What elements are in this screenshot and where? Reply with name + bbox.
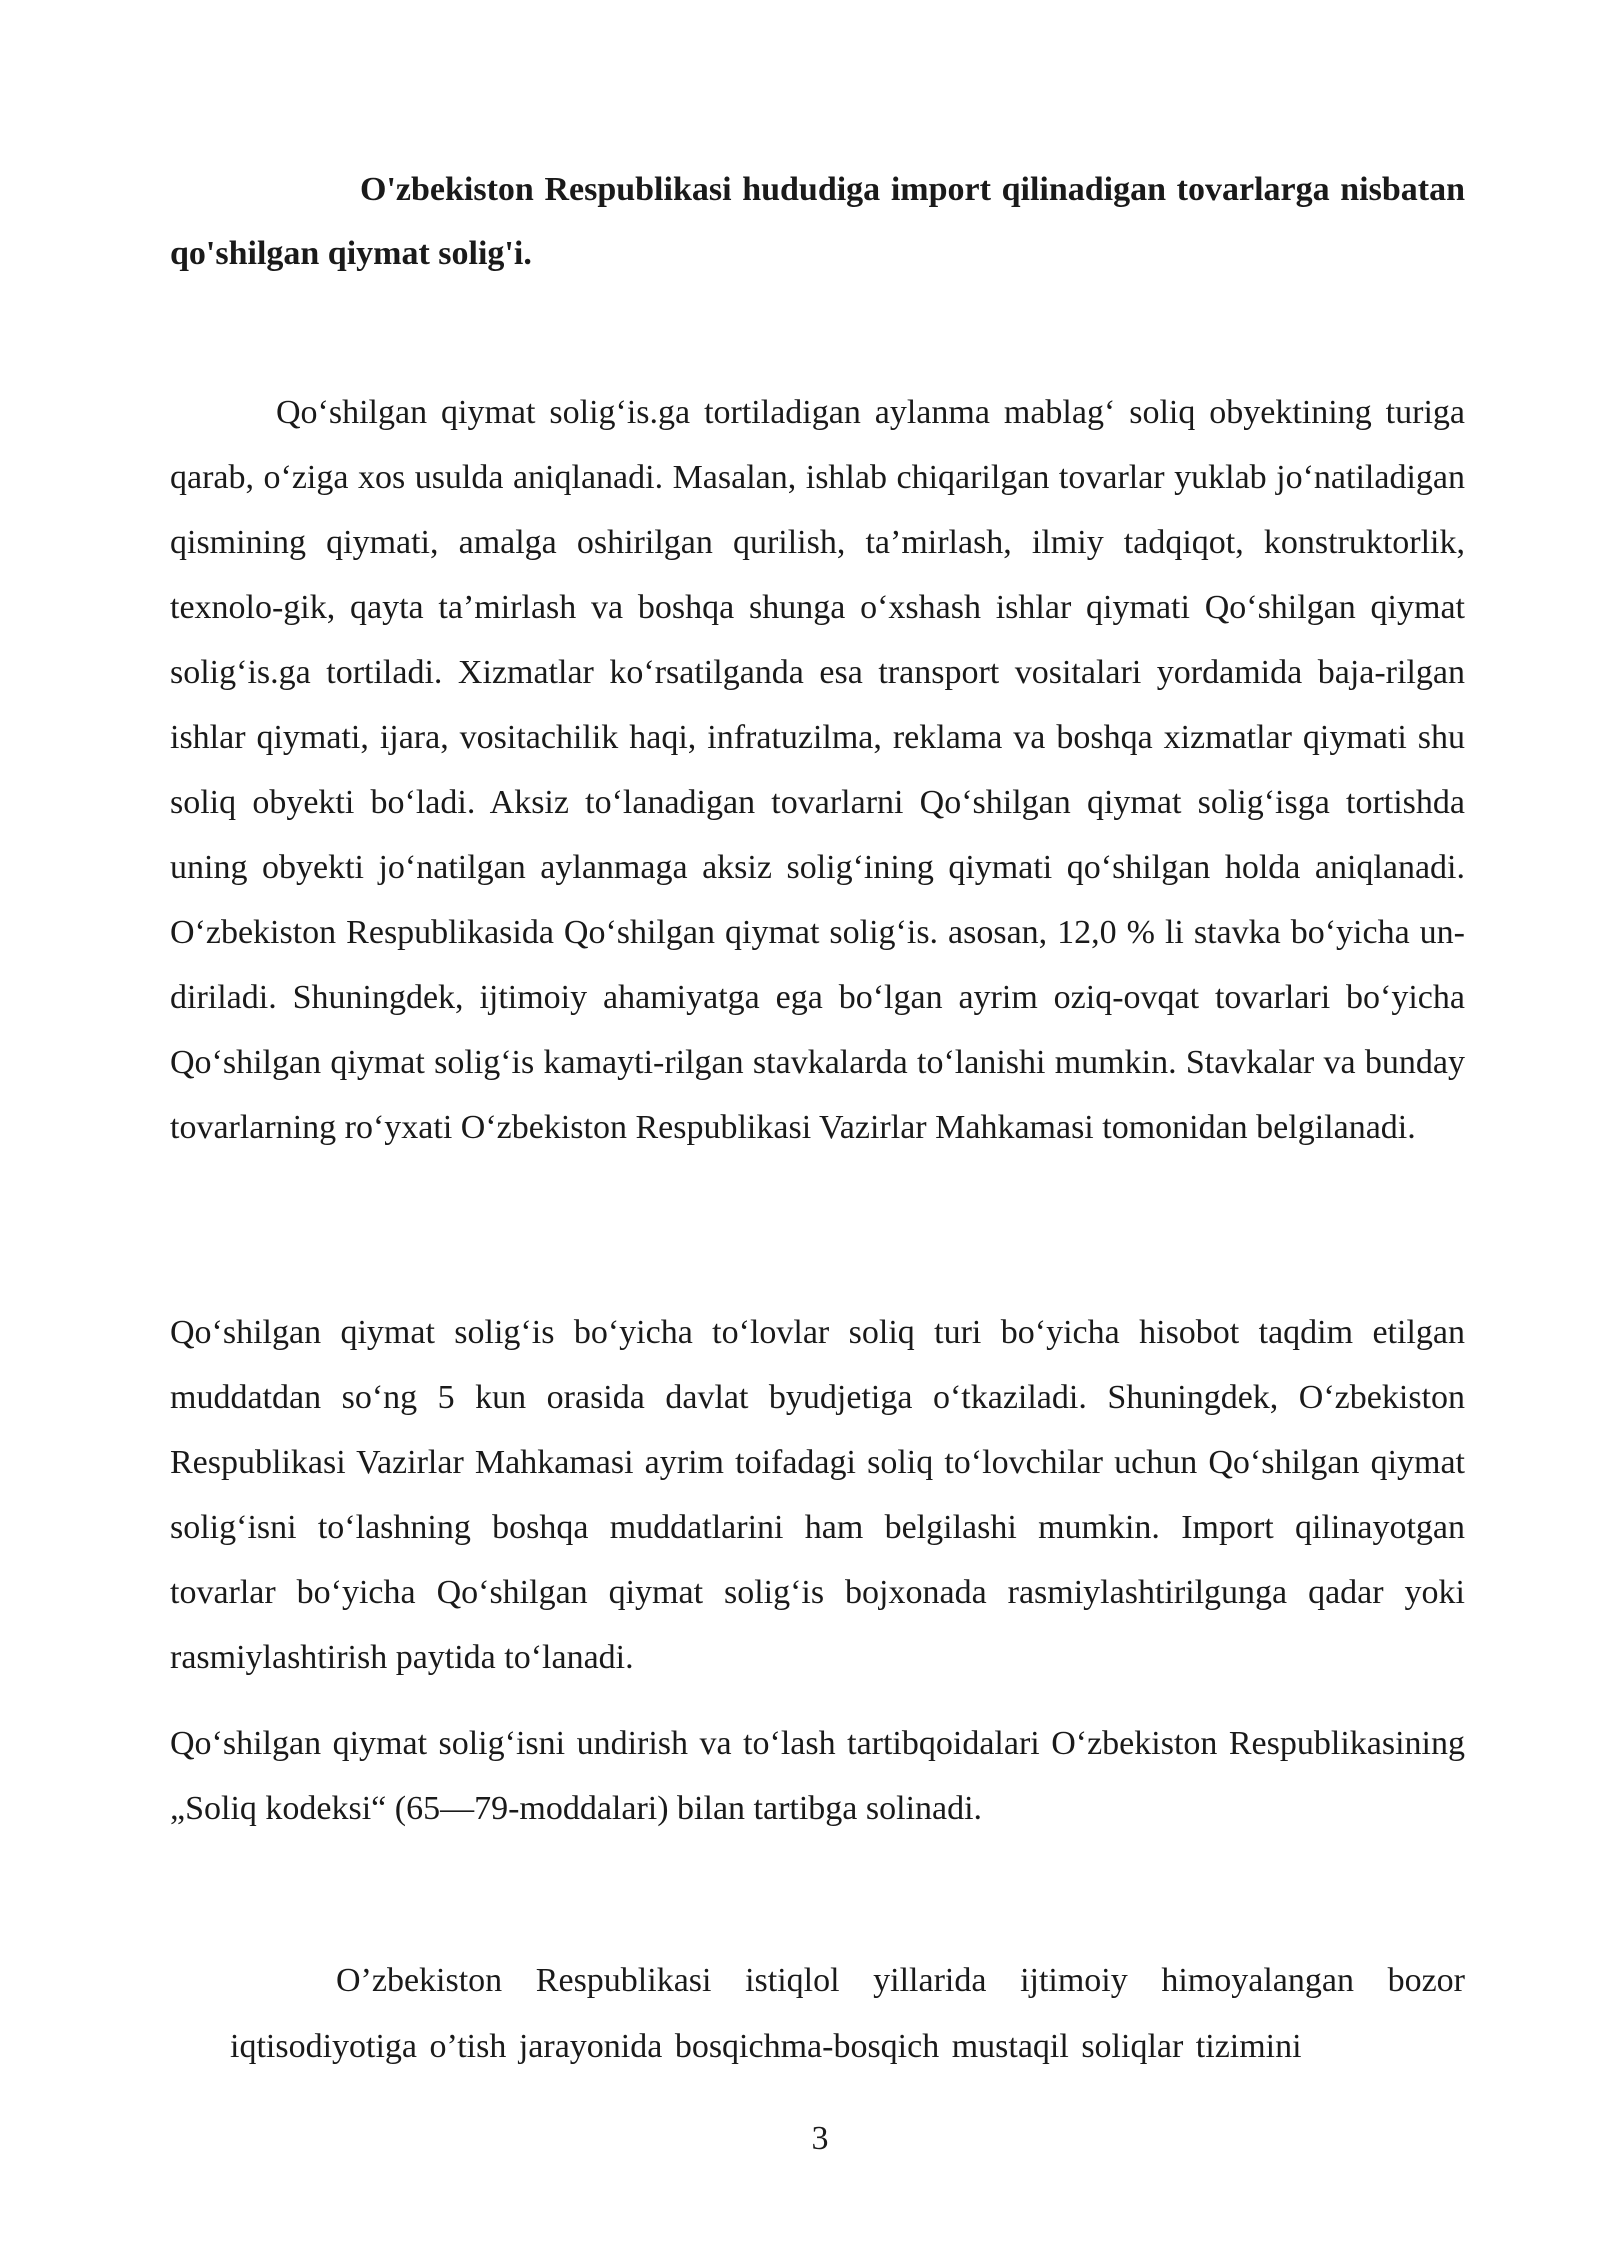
paragraph-2: Qo‘shilgan qiymat solig‘is bo‘yicha to‘lovlar soliq turi bo‘yicha hisobot taqdim etilgan muddatdan so‘ng 5 kun orasida davlat byudjetiga o‘tkaziladi. Shuningdek, O‘zbekiston Respublikasi Vazirlar Mahkamasi ayrim toifadagi soliq to‘lovchilar uchun Qo‘shilgan qiymat solig‘isni to‘lashning boshqa muddatlarini ham belgilashi mumkin. Import qilinayotgan tovarlar bo‘yicha Qo‘shilgan qiymat solig‘is bojxonada rasmiylashtirilgunga qadar yoki rasmiylashtirish paytida to‘lanadi. [170, 1314, 1465, 1676]
page-number: 3 [811, 2120, 829, 2157]
document-title: O'zbekiston Respublikasi hududiga import qilinadigan tovarlarga nisbatan qo'shilgan qiymat solig'i. [170, 171, 1465, 272]
paragraph-3: Qo‘shilgan qiymat solig‘isni undirish va to‘lash tartibqoidalari O‘zbekiston Respublikasining „Soliq kodeksi“ (65—79-moddalari) bilan tartibga solinadi. [170, 1725, 1465, 1827]
paragraph-1: Qo‘shilgan qiymat solig‘is.ga tortiladigan aylanma mablag‘ soliq obyektining turiga qarab, o‘ziga xos usulda aniqlanadi. Masalan, ishlab chiqarilgan tovarlar yuklab jo‘natiladigan qismining qiymati, amalga oshirilgan qurilish, ta’mirlash, ilmiy tadqiqot, konstruktorlik, texnolo-gik, qayta ta’mirlash va boshqa shunga o‘xshash ishlar qiymati Qo‘shilgan qiymat solig‘is.ga tortiladi. Xizmatlar ko‘rsatilganda esa transport vositalari yordamida baja-rilgan ishlar qiymati, ijara, vositachilik haqi, infratuzilma, reklama va boshqa xizmatlar qiymati shu soliq obyekti bo‘ladi. Aksiz to‘lanadigan tovarlarni Qo‘shilgan qiymat solig‘isga tortishda uning obyekti jo‘natilgan aylanmaga aksiz solig‘ining qiymati qo‘shilgan holda aniqlanadi. O‘zbekiston Respublikasida Qo‘shilgan qiymat solig‘is. asosan, 12,0 % li stavka bo‘yicha un-diriladi. Shuningdek, ijtimoiy ahamiyatga ega bo‘lgan ayrim oziq-ovqat tovarlari bo‘yicha Qo‘shilgan qiymat solig‘is kamayti-rilgan stavkalarda to‘lanishi mumkin. Stavkalar va bunday tovarlarning ro‘yxati O‘zbekiston Respublikasi Vazirlar Mahkamasi tomonidan belgilanadi. [170, 394, 1465, 1146]
paragraph-4: O’zbekiston Respublikasi istiqlol yillarida ijtimoiy himoyalangan bozor iqtisodiyotiga o’tish jarayonida bosqichma-bosqich mustaqil soliqlar tizimini [230, 1962, 1465, 2065]
